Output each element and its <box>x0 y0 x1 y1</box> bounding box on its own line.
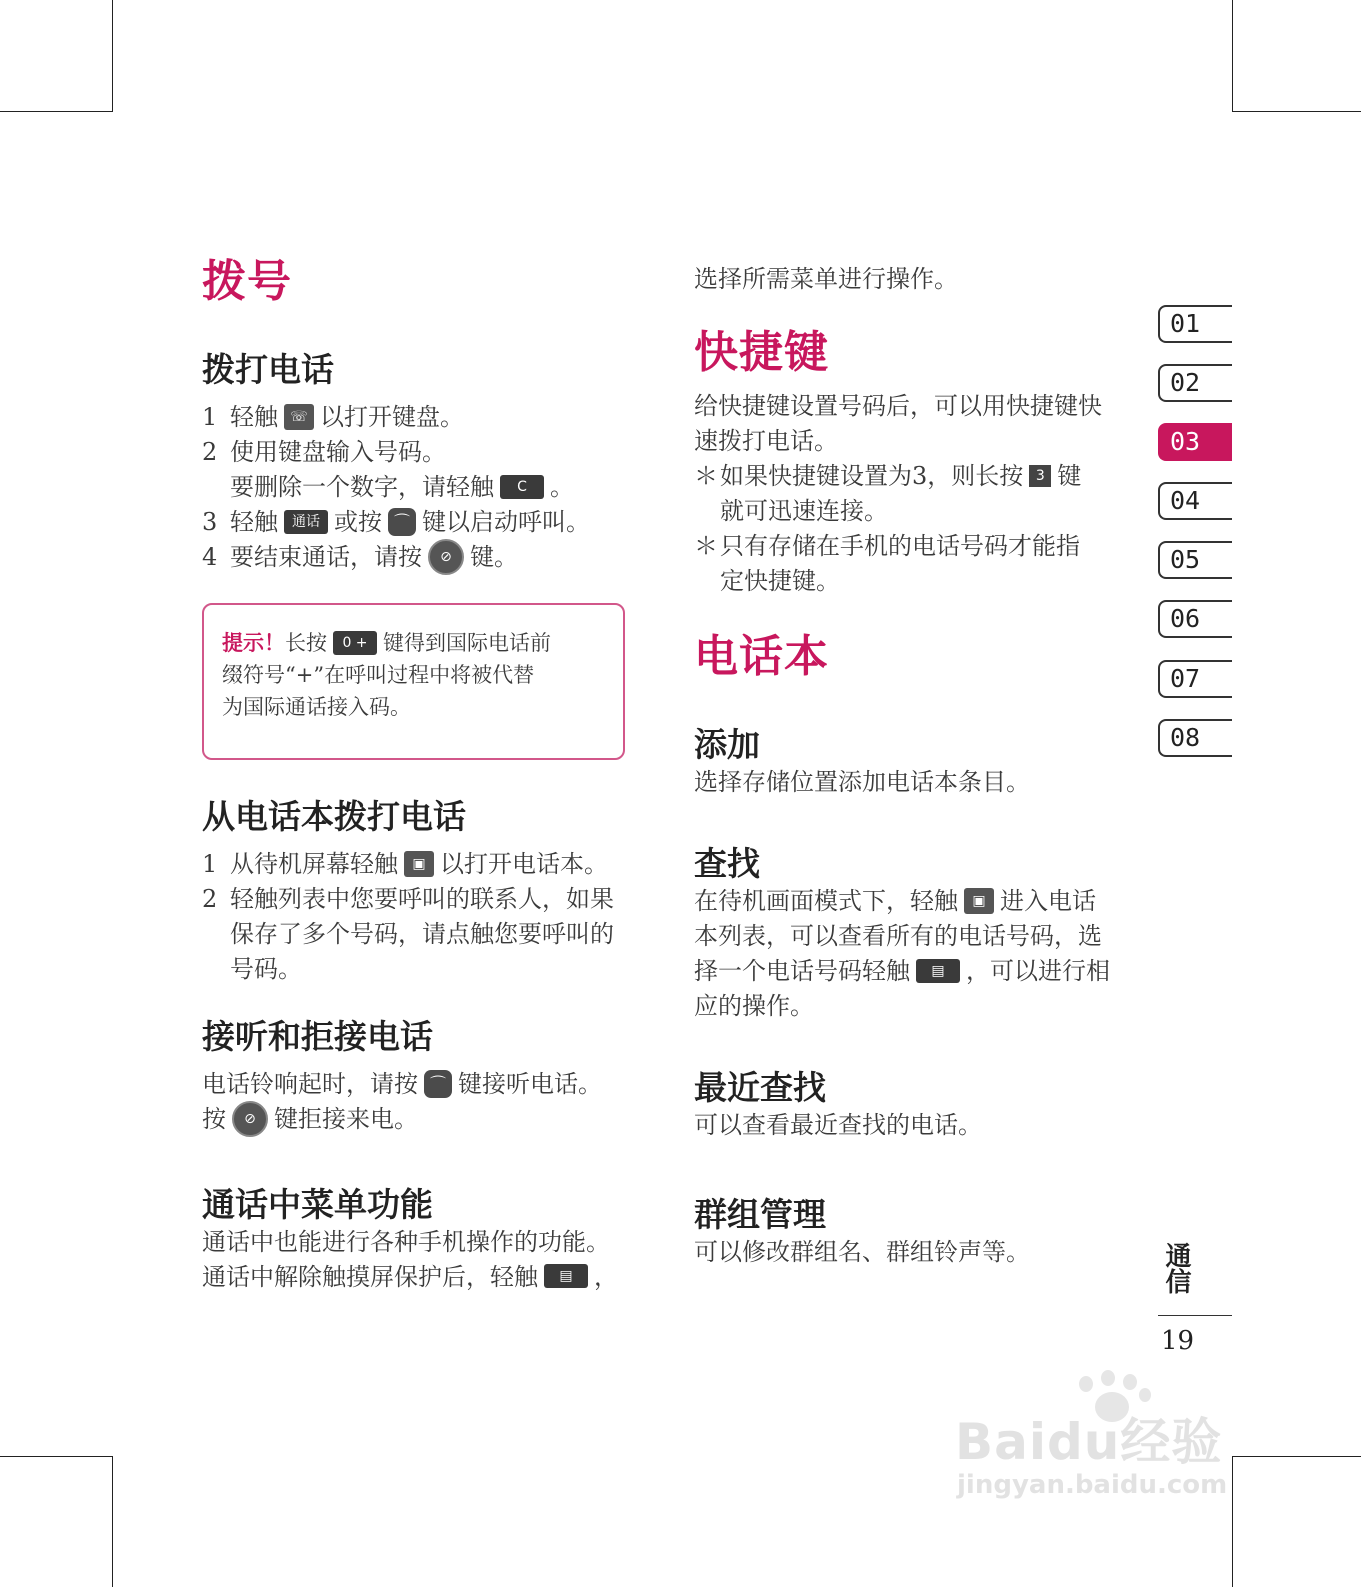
section-title-dialing: 拨号 <box>202 256 292 307</box>
watermark-url: jingyan.baidu.com <box>957 1470 1228 1500</box>
crop-mark <box>1232 0 1233 112</box>
dial-steps <box>202 400 642 577</box>
crop-mark <box>1232 1456 1233 1587</box>
crop-mark <box>0 1456 112 1457</box>
watermark-brand: Baidu经验 <box>955 1413 1223 1471</box>
heading-recent-search: 最近查找 <box>694 1068 826 1107</box>
tab-chapter-03[interactable]: 03 <box>1158 423 1232 461</box>
clear-key-icon[interactable]: C <box>500 475 544 499</box>
list-item: 2 使用键盘输入号码。 <box>202 438 446 466</box>
menu-key-icon[interactable]: ▤ <box>544 1264 588 1288</box>
tab-chapter-05[interactable]: 05 <box>1158 541 1232 579</box>
phonebook-icon[interactable]: ▣ <box>964 888 994 914</box>
crop-mark <box>1232 1456 1361 1457</box>
tip-box: 提示！长按 0 + 键得到国际电话前 缀符号“+”在呼叫过程中将被代替 为国际通话接入码。 <box>202 603 625 760</box>
heading-find: 查找 <box>694 844 760 883</box>
list-item: ＊ 只有存储在手机的电话号码才能指 <box>694 532 1080 560</box>
crop-mark <box>0 111 112 112</box>
list-item: 4 要结束通话，请按 ⊘ 键。 <box>202 540 642 577</box>
zero-plus-key-icon: 0 + <box>333 631 377 655</box>
crop-mark <box>112 0 113 112</box>
end-key-icon[interactable]: ⊘ <box>232 1101 268 1137</box>
tab-chapter-08[interactable]: 08 <box>1158 719 1232 757</box>
right-column: 选择所需菜单进行操作。 快捷键 给快捷键设置号码后，可以用快捷键快 速拨打电话。 ＊ 如果快捷键设置为3，则长按 3 键 就可迅速连接。 ＊ 只有存储在手机的电话号码才能指 定快捷键。 电话本 添加 选择存储位置添加电话本条目。 查找 在待机画面模式下，轻触 ▣ 进入电话 本列表，可以查看所有的电话号码，选 择一个电话号码轻触 ▤ ，可以进行相 应的操作。 最近查找 可以查看最近查找的电话。 群组管理 可以修改群组名、群组铃声等。 <box>694 262 1134 1270</box>
list-item: 2 轻触列表中您要呼叫的联系人，如果 <box>202 885 614 913</box>
heading-call-from-phonebook: 从电话本拨打电话 <box>202 797 466 836</box>
list-item: 1 从待机屏幕轻触 ▣ 以打开电话本。 <box>202 850 608 878</box>
list-subitem: 要删除一个数字，请轻触 C 。 <box>230 473 574 501</box>
tab-chapter-06[interactable]: 06 <box>1158 600 1232 638</box>
heading-group-management: 群组管理 <box>694 1195 826 1234</box>
tab-chapter-01[interactable]: 01 <box>1158 305 1232 343</box>
tab-chapter-07[interactable]: 07 <box>1158 660 1232 698</box>
heading-in-call-menu: 通话中菜单功能 <box>202 1184 433 1224</box>
tab-chapter-02[interactable]: 02 <box>1158 364 1232 402</box>
section-title-phonebook: 电话本 <box>694 631 829 682</box>
list-item: ＊ 如果快捷键设置为3，则长按 3 键 <box>694 462 1082 490</box>
heading-answer-reject: 接听和拒接电话 <box>202 1017 433 1056</box>
tip-label: 提示！ <box>222 631 285 655</box>
list-item: 1 轻触 ☏ 以打开键盘。 <box>202 403 464 431</box>
footer-rule <box>1158 1315 1232 1316</box>
heading-make-call: 拨打电话 <box>202 350 334 389</box>
heading-add: 添加 <box>694 725 760 764</box>
phonebook-icon[interactable]: ▣ <box>404 851 434 877</box>
tab-chapter-04[interactable]: 04 <box>1158 482 1232 520</box>
send-key-icon[interactable]: ⌒ <box>424 1070 452 1098</box>
menu-key-icon[interactable]: ▤ <box>916 959 960 983</box>
end-key-icon[interactable]: ⊘ <box>428 539 464 575</box>
left-column-lower: 从电话本拨打电话 1 从待机屏幕轻触 ▣ 以打开电话本。 2 轻触列表中您要呼叫的联系人，如果 保存了多个号码，请点触您要呼叫的 号码。 接听和拒接电话 电话铃响起时，请按 ⌒ 键接听电话。 按 ⊘ 键拒接来电。 通话中菜单功能 通话中也能进行各种手机操作的功能。 通话中解除触摸屏保护后，轻触 ▤ ， <box>202 797 642 1295</box>
key-3-icon: 3 <box>1029 465 1051 487</box>
dialpad-icon[interactable]: ☏ <box>284 404 314 430</box>
left-column <box>202 256 642 577</box>
section-label: 通信 <box>1161 1242 1191 1294</box>
crop-mark <box>112 1456 113 1587</box>
section-title-speed-dial: 快捷键 <box>694 327 829 378</box>
crop-mark <box>1232 111 1361 112</box>
list-item: 3 轻触 通话 或按 ⌒ 键以启动呼叫。 <box>202 508 590 536</box>
send-key-icon[interactable]: ⌒ <box>388 508 416 536</box>
call-button-icon[interactable]: 通话 <box>284 510 328 534</box>
page-number: 19 <box>1161 1326 1195 1356</box>
